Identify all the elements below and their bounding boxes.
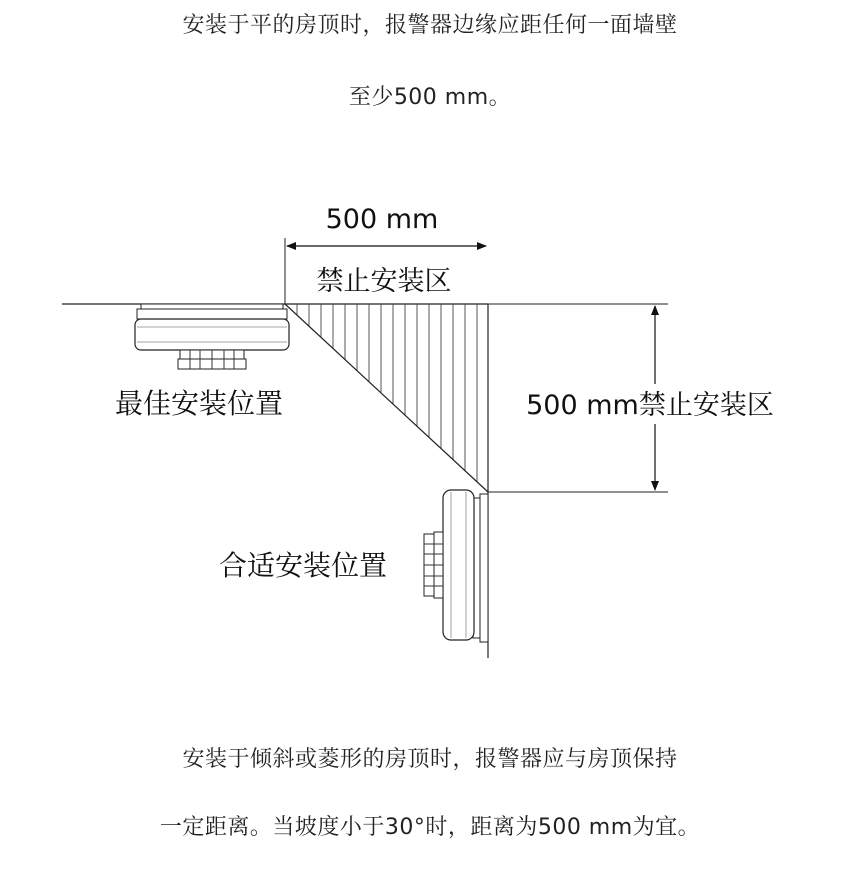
suitable-position-label: 合适安装位置 <box>218 549 388 582</box>
top-dimension-label: 500 mm <box>325 204 439 235</box>
side-zone-label: 500 mm禁止安装区 <box>526 390 774 421</box>
intro-text-line-2: 至少500 mm。 <box>348 85 512 110</box>
outro-text-line-2: 一定距离。当坡度小于30°时，距离为500 mm为宜。 <box>159 815 701 840</box>
outro-text-line-1: 安装于倾斜或菱形的房顶时，报警器应与房顶保持 <box>182 747 678 772</box>
ceiling-detector-icon <box>135 304 289 369</box>
best-position-label: 最佳安装位置 <box>114 387 284 420</box>
top-zone-label: 禁止安装区 <box>316 266 452 297</box>
forbidden-zone-hypotenuse <box>285 304 488 492</box>
wall-detector-icon <box>424 490 488 642</box>
intro-text-line-1: 安装于平的房顶时，报警器边缘应距任何一面墙壁 <box>182 13 678 38</box>
forbidden-zone-hatch <box>297 304 477 500</box>
